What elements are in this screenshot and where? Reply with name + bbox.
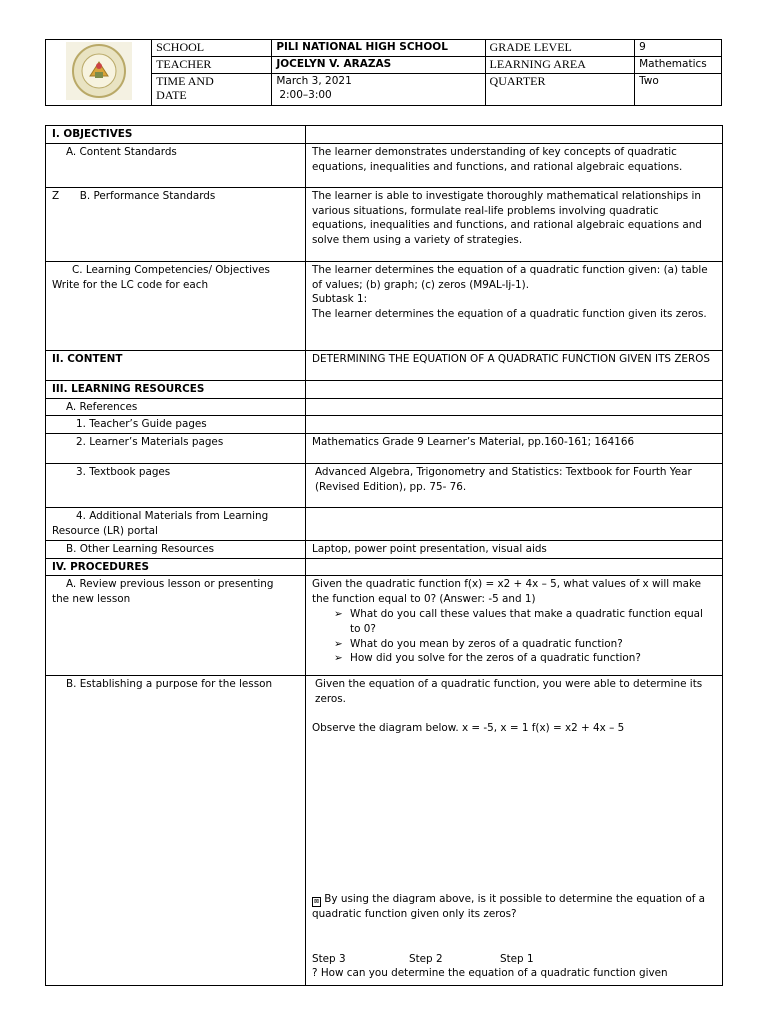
- school-logo: [66, 42, 132, 100]
- performance-standards-cell: [46, 187, 306, 261]
- table-row: [46, 126, 723, 144]
- list-item: ➢ What do you call these values that make a quadratic function equal to 0?: [334, 607, 703, 635]
- area-value: Mathematics: [635, 56, 722, 73]
- subtask-text: The learner determines the equation of a quadratic function given its zeros.: [312, 308, 707, 321]
- table-row: [46, 540, 723, 558]
- purpose-content: [306, 676, 723, 986]
- step-3: Step 3: [312, 952, 346, 965]
- time-date-label: [152, 73, 272, 106]
- table-row: [46, 434, 723, 464]
- diagram-area: [312, 736, 716, 892]
- learners-materials-text: Mathematics Grade 9 Learner’s Material, pp.160-161; 164166: [306, 434, 723, 464]
- bullet-arrow-icon: ➢: [334, 637, 343, 650]
- content-heading: II. CONTENT: [46, 350, 306, 380]
- performance-standards-text: The learner is able to investigate thoroughly mathematical relationships in various situations, formulate real-life problems involving quadratic equations, inequalities and functions, and rational algebraic equations and solve them using a variety of strategies.: [306, 187, 723, 261]
- table-row: [46, 576, 723, 676]
- references-label: A. References: [46, 398, 306, 416]
- review-content: [306, 576, 723, 676]
- table-row: [46, 350, 723, 380]
- table-row: [46, 464, 723, 508]
- performance-standards-label: B. Performance Standards: [79, 189, 216, 202]
- learners-materials-label: 2. Learner’s Materials pages: [46, 434, 306, 464]
- grade-value: 9: [635, 40, 722, 57]
- school-logo-cell: [46, 40, 152, 106]
- date-label: DATE: [156, 87, 187, 102]
- purpose-text-2: Observe the diagram below. x = -5, x = 1 f(x) = x2 + 4x – 5: [312, 721, 625, 734]
- area-label: LEARNING AREA: [485, 56, 635, 73]
- school-value: PILI NATIONAL HIGH SCHOOL: [272, 40, 485, 57]
- teacher-label: TEACHER: [152, 56, 272, 73]
- teacher-value: JOCELYN V. ARAZAS: [272, 56, 485, 73]
- step-1: Step 1: [500, 952, 534, 965]
- additional-materials-cell: [46, 508, 306, 541]
- competencies-text: The learner determines the equation of a quadratic function given: (a) table of values; (b) graph; (c) zeros (M9AL-Ij-1).: [312, 263, 708, 291]
- objectives-heading: I. OBJECTIVES: [46, 126, 306, 144]
- purpose-question-2: ? How can you determine the equation of a quadratic function given: [312, 967, 668, 980]
- school-label: SCHOOL: [152, 40, 272, 57]
- date-time-value: [272, 73, 485, 106]
- content-text: DETERMINING THE EQUATION OF A QUADRATIC FUNCTION GIVEN ITS ZEROS: [306, 350, 723, 380]
- time-value: 2:00–3:00: [279, 88, 332, 101]
- list-item: ➢ How did you solve for the zeros of a quadratic function?: [334, 652, 641, 665]
- subtask-label: Subtask 1:: [312, 293, 368, 306]
- review-text: Given the quadratic function f(x) = x2 + 4x – 5, what values of x will make the function equal to 0? (Answer: -5 and 1): [312, 578, 701, 606]
- header-table: [45, 39, 722, 106]
- competencies-sublabel: Write for the LC code for each: [52, 278, 209, 291]
- review-label: A. Review previous lesson or presenting: [66, 578, 274, 591]
- teachers-guide-label: 1. Teacher’s Guide pages: [46, 416, 306, 434]
- steps-row: [312, 952, 716, 967]
- table-row: [46, 416, 723, 434]
- performance-prefix: Z: [52, 189, 60, 202]
- purpose-label: B. Establishing a purpose for the lesson: [46, 676, 306, 986]
- table-row: [46, 508, 723, 541]
- additional-materials-label: 4. Additional Materials from Learning: [76, 510, 269, 523]
- step-2: Step 2: [409, 952, 443, 965]
- bullet-arrow-icon: ➢: [334, 652, 343, 665]
- quarter-label: QUARTER: [485, 73, 635, 106]
- resources-heading: III. LEARNING RESOURCES: [46, 380, 306, 398]
- purpose-question-1-wrap: [312, 892, 716, 922]
- other-resources-text: Laptop, power point presentation, visual aids: [306, 540, 723, 558]
- table-row: [46, 676, 723, 986]
- procedures-heading: IV. PROCEDURES: [46, 558, 306, 576]
- grade-label: GRADE LEVEL: [485, 40, 635, 57]
- other-resources-label: B. Other Learning Resources: [46, 540, 306, 558]
- table-row: [46, 187, 723, 261]
- table-row: [46, 558, 723, 576]
- table-row: [46, 380, 723, 398]
- table-row: [46, 398, 723, 416]
- purpose-question-1: By using the diagram above, is it possible to determine the equation of a quadratic function given only its zeros?: [312, 892, 706, 920]
- competencies-label: C. Learning Competencies/ Objectives: [72, 263, 270, 276]
- textbook-label: 3. Textbook pages: [46, 464, 306, 508]
- table-row: [46, 143, 723, 187]
- competencies-cell-right: [306, 261, 723, 350]
- content-standards-text: The learner demonstrates understanding of key concepts of quadratic equations, inequalities and functions, and rational algebraic equations.: [306, 143, 723, 187]
- additional-materials-sublabel: Resource (LR) portal: [52, 524, 158, 537]
- review-sublabel: the new lesson: [52, 593, 131, 606]
- bullet-arrow-icon: ➢: [334, 607, 343, 620]
- quarter-value: Two: [635, 73, 722, 106]
- list-item: ➢ What do you mean by zeros of a quadratic function?: [334, 637, 623, 650]
- time-label: TIME AND: [156, 73, 214, 88]
- lesson-plan-table: [45, 125, 723, 986]
- missing-glyph-icon: ⊠: [313, 897, 320, 905]
- review-cell: [46, 576, 306, 676]
- purpose-text-1: Given the equation of a quadratic function, you were able to determine its zeros.: [315, 678, 703, 706]
- competencies-cell: [46, 261, 306, 350]
- date-value: March 3, 2021: [276, 74, 352, 87]
- content-standards-label: A. Content Standards: [46, 143, 306, 187]
- textbook-text: Advanced Algebra, Trigonometry and Statistics: Textbook for Fourth Year (Revised Edition), pp. 75- 76.: [306, 464, 723, 508]
- table-row: [46, 261, 723, 350]
